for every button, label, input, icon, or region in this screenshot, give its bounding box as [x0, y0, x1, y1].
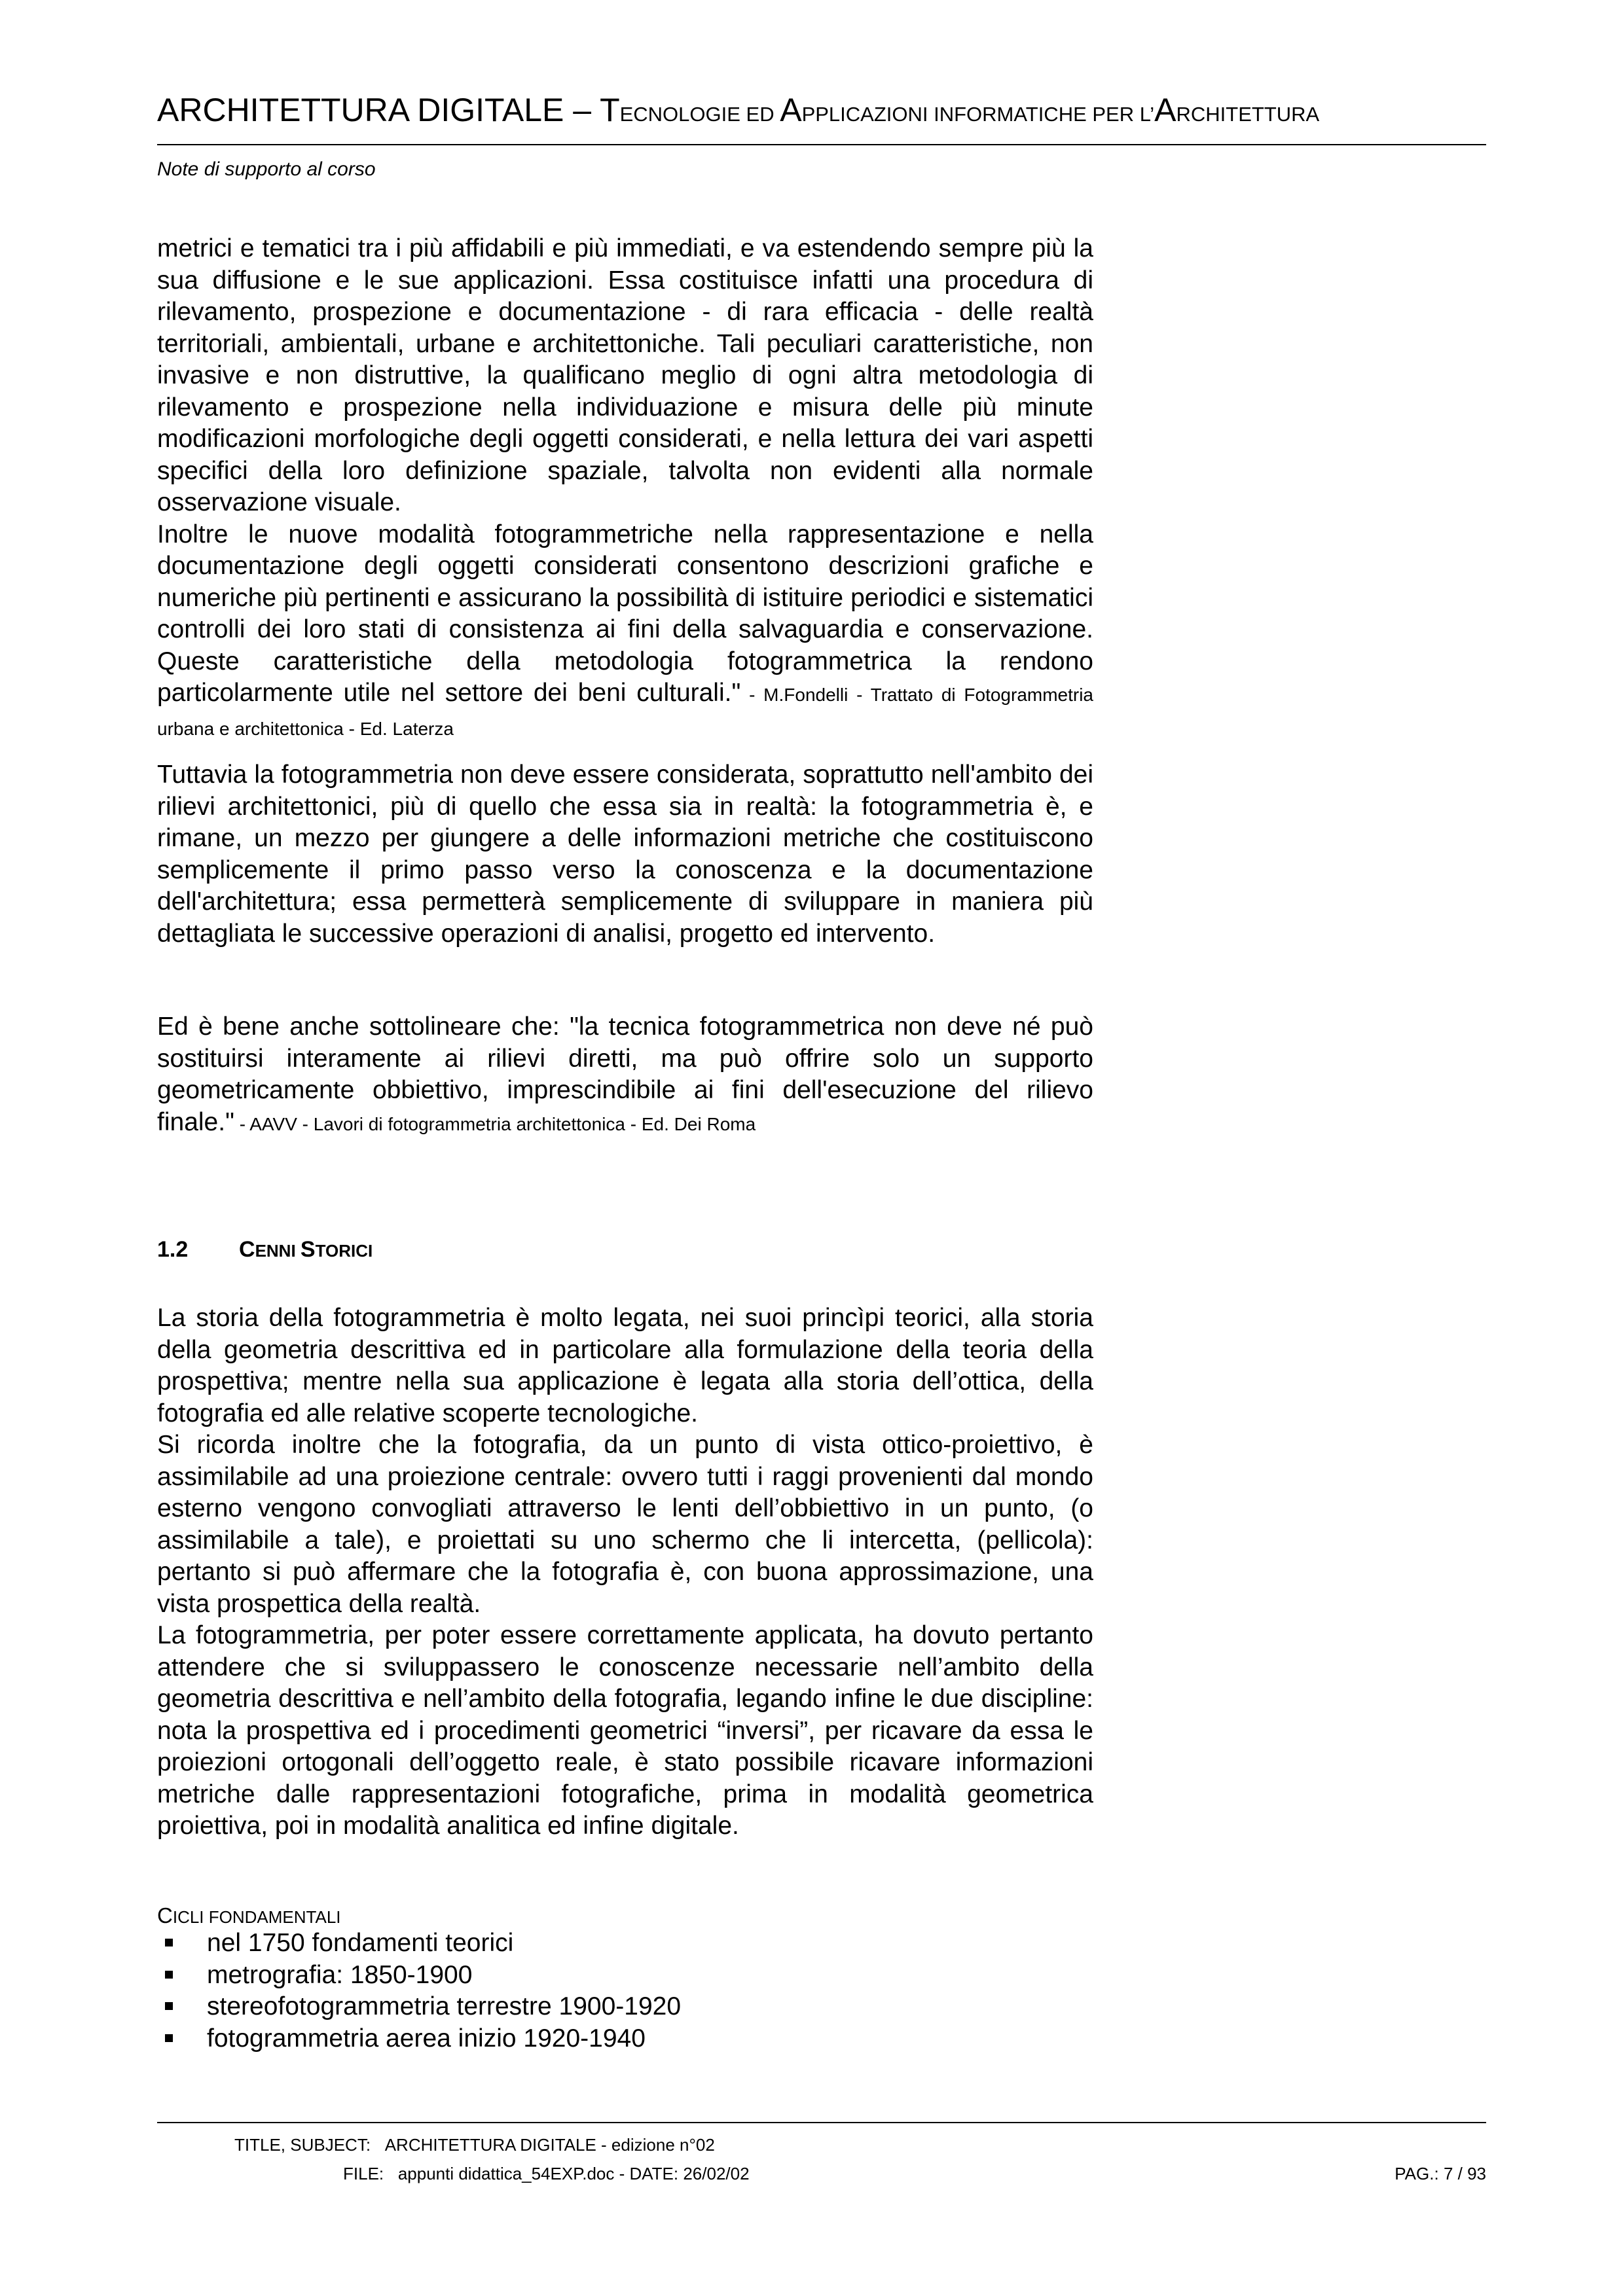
list-item-text: stereofotogrammetria terrestre 1900-1920 [207, 1992, 682, 2020]
section-title-part-1: ENNI [255, 1241, 301, 1261]
footer-title-line [234, 2135, 715, 2155]
section-number: 1.2 [157, 1237, 189, 1262]
list-item [157, 2023, 1093, 2055]
list-item-text: fotogrammetria aerea inizio 1920-1940 [207, 2024, 646, 2053]
header-sub-part-3: RCHITETTURA [1176, 103, 1320, 126]
footer-title-value: ARCHITETTURA DIGITALE - edizione n°02 [384, 2135, 715, 2155]
citation-fondelli: - M.Fondelli - Trattato di Fotogrammetria urbana e architettonica - Ed. Laterza [157, 685, 1094, 739]
header-title-main: ARCHITETTURA DIGITALE – [157, 92, 600, 128]
square-bullet-icon [165, 2002, 173, 2010]
paragraph-3-block [157, 759, 1093, 950]
document-header-title [157, 90, 1489, 134]
footer-file-line [343, 2164, 750, 2184]
header-sub-initial-a: A [780, 92, 802, 128]
paragraph-2-text: Inoltre le nuove modalità fotogrammetriche nella rappresentazione e nella documentazione degli oggetti considerati consentono descrizioni grafiche e numeriche più pertinenti e assicurano la possibilità di istituire periodici e sistematici controlli dei loro stati di consistenza ai fini della salvaguardia e conservazione. Queste caratteristiche della metodologia fotogrammetrica la rendono particolarmente utile nel settore dei beni culturali." [157, 520, 1093, 707]
paragraph-3: Tuttavia la fotogrammetria non deve essere considerata, soprattutto nell'ambito dei rilievi architettonici, più di quello che essa sia in realtà: la fotogrammetria è, e rimane, un mezzo per giungere a delle informazioni metriche che costituiscono semplicemente il primo passo verso la conoscenza e la documentazione dell'architettura; essa permetterà semplicemente di sviluppare in maniera più dettagliata le successive operazioni di analisi, progetto ed intervento. [157, 761, 1093, 948]
footer-title-label: TITLE, SUBJECT: [234, 2135, 371, 2155]
list-item [157, 1960, 1093, 1992]
paragraph-4-block [157, 1011, 1093, 1140]
section-heading [157, 1237, 373, 1263]
header-sub-part-2: PPLICAZIONI INFORMATICHE PER L’ [801, 103, 1155, 126]
square-bullet-icon [165, 2034, 173, 2042]
paragraph-7: La fotogrammetria, per poter essere correttamente applicata, ha dovuto pertanto attendere che si sviluppassero le conoscenze necessarie nell’ambito della geometria descrittiva e nell’ambito della fotografia, legando infine le due discipline: nota la prospettiva ed i procedimenti geometrici “inversi”, per ricavare da essa le proiezioni ortogonali dell’oggetto reale, è stato possibile ricavare informazioni metriche dalle rappresentazioni fotografiche, prima in modalità geometrica proiettiva, poi in modalità analitica ed infine digitale. [157, 1621, 1093, 1840]
header-sub-initial-t: T [600, 92, 620, 128]
header-divider [157, 144, 1486, 145]
cicli-list [157, 1928, 1093, 2054]
section-title-initial-s: S [300, 1237, 316, 1262]
paragraph-1: metrici e tematici tra i più affidabili e più immediati, e va estendendo sempre più la sua diffusione e le sue applicazioni. Essa costituisce infatti una procedura di rilevamento, prospezione e documentazione - di rara efficacia - delle realtà territoriali, ambientali, urbane e architettoniche. Tali peculiari caratteristiche, non invasive e non distruttive, la qualificano meglio di ogni altra metodologia di rilevamento e prospezione nella individuazione e misura delle più minute modificazioni morfologiche degli oggetti considerati, e nella lettura dei vari aspetti specifici della loro definizione spaziale, talvolta non evidenti alla normale osservazione visuale. [157, 234, 1093, 516]
footer-file-value: appunti didattica_54EXP.doc - DATE: 26/02/02 [397, 2164, 750, 2183]
list-item [157, 1928, 1093, 1960]
citation-aavv: - AAVV - Lavori di fotogrammetria architettonica - Ed. Dei Roma [234, 1113, 756, 1134]
list-item-text: metrografia: 1850-1900 [207, 1960, 473, 1989]
cicli-heading [157, 1903, 341, 1928]
header-sub-part-1: ECNOLOGIE ED [619, 103, 780, 126]
paragraph-6: Si ricorda inoltre che la fotografia, da un punto di vista ottico-proiettivo, è assimilabile ad una proiezione centrale: ovvero tutti i raggi provenienti dal mondo esterno vengono convogliati attraverso le lenti dell’obbiettivo in un punto, (o assimilabile a tale), e proiettati su uno schermo che li intercetta, (pellicola): pertanto si può affermare che la fotografia è, con buona approssimazione, una vista prospettica della realtà. [157, 1431, 1093, 1618]
cicli-heading-rest: ICLI FONDAMENTALI [172, 1907, 341, 1927]
history-block [157, 1302, 1093, 1842]
paragraph-2 [157, 519, 1093, 745]
paragraph-4-text: Ed è bene anche sottolineare che: "la tecnica fotogrammetrica non deve né può sostituirsi interamente ai rilievi diretti, ma può offrire solo un supporto geometricamente obbiettivo, imprescindibile ai fini dell'esecuzione del rilievo finale." [157, 1013, 1093, 1136]
section-title-initial-c: C [239, 1237, 255, 1262]
square-bullet-icon [165, 1971, 173, 1979]
footer-divider [157, 2122, 1486, 2123]
paragraph-5: La storia della fotogrammetria è molto legata, nei suoi princìpi teorici, alla storia della geometria descrittiva ed in particolare alla formulazione della teoria della prospettiva; mentre nella sua applicazione è legata alla storia dell’ottica, della fotografia ed alle relative scoperte tecnologiche. [157, 1304, 1093, 1427]
quote-paragraph-block [157, 233, 1093, 745]
cicli-heading-initial: C [157, 1903, 173, 1928]
header-note: Note di supporto al corso [157, 158, 376, 180]
section-title-part-2: TORICI [315, 1241, 373, 1261]
paragraph-4 [157, 1011, 1093, 1140]
list-item [157, 1991, 1093, 2023]
footer-file-label: FILE: [343, 2164, 384, 2183]
header-sub-initial-A: A [1154, 92, 1176, 128]
footer-page-value: 7 / 93 [1443, 2164, 1486, 2183]
footer-page-label: PAG.: [1395, 2164, 1439, 2183]
square-bullet-icon [165, 1939, 173, 1946]
list-item-text: nel 1750 fondamenti teorici [207, 1929, 514, 1957]
footer-page-number [1362, 2164, 1486, 2184]
